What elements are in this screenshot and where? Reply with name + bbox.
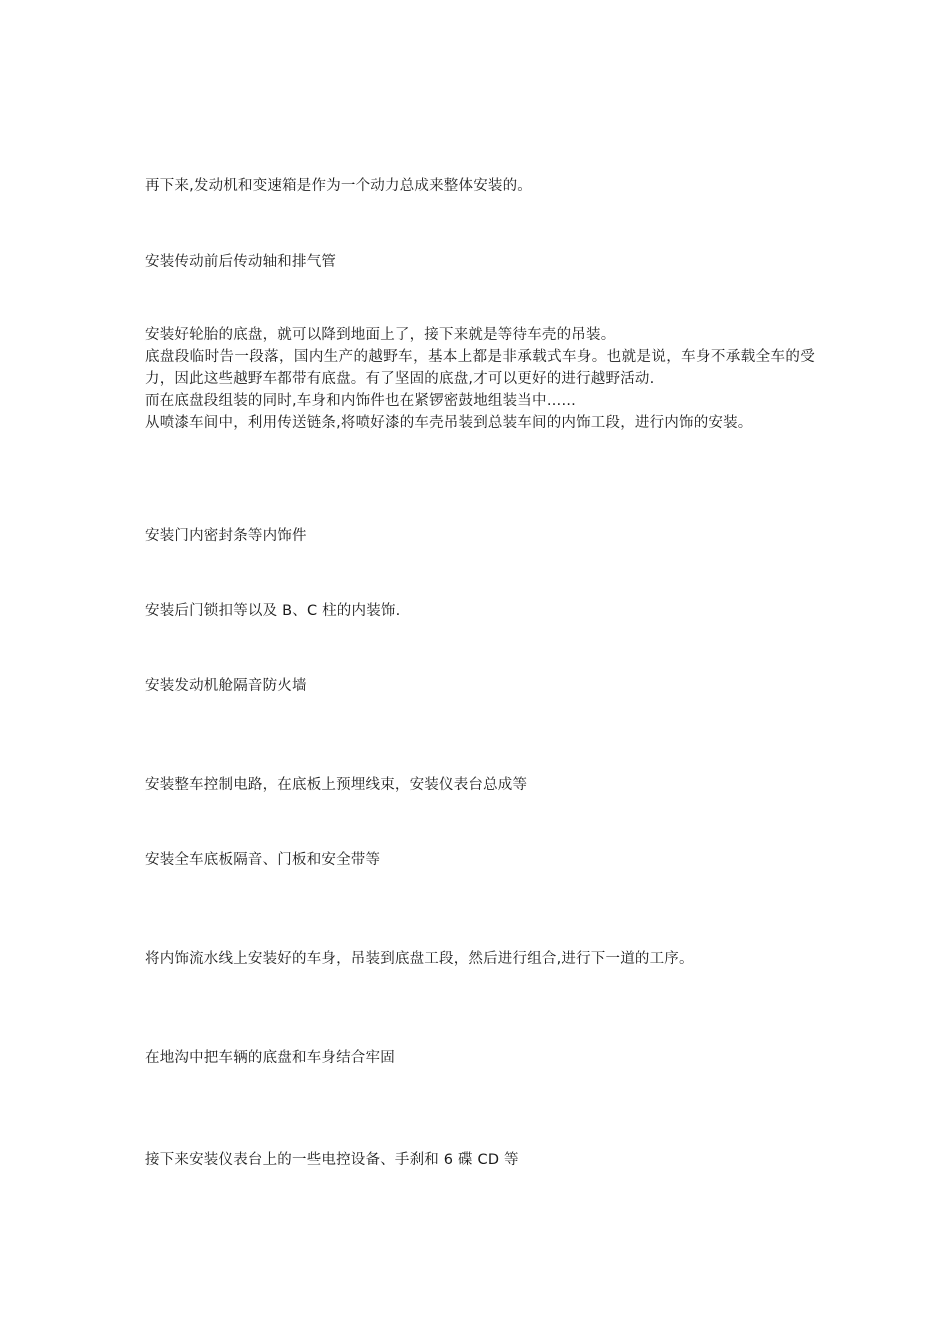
text-line-body-drop: 将内饰流水线上安装好的车身，吊装到底盘工段，然后进行组合,进行下一道的工序。: [145, 951, 694, 967]
text-line-powertrain: 再下来,发动机和变速箱是作为一个动力总成来整体安装的。: [145, 178, 533, 194]
text-line-wiring: 安装整车控制电路，在底板上预埋线束，安装仪表台总成等: [145, 777, 528, 793]
text-line-body-chassis-join: 在地沟中把车辆的底盘和车身结合牢固: [145, 1050, 395, 1066]
paragraph-parallel-assembly: 而在底盘段组装的同时,车身和内饰件也在紧锣密鼓地组装当中……: [145, 393, 577, 409]
paragraph-chassis-lowered: 安装好轮胎的底盘，就可以降到地面上了，接下来就是等待车壳的吊装。: [145, 327, 616, 343]
text-line-door-seals: 安装门内密封条等内饰件: [145, 528, 307, 544]
text-line-driveshaft: 安装传动前后传动轴和排气管: [145, 254, 337, 270]
paragraph-body-on-frame: 底盘段临时告一段落，国内生产的越野车，基本上都是非承载式车身。也就是说，车身不承载全车的受力，因此这些越野车都带有底盘。有了坚固的底盘,才可以更好的进行越野活动.: [145, 349, 815, 387]
text-line-firewall: 安装发动机舱隔音防火墙: [145, 678, 307, 694]
text-line-floor-insulation: 安装全车底板隔音、门板和安全带等: [145, 852, 381, 868]
paragraph-body-transfer: 从喷漆车间中，利用传送链条,将喷好漆的车壳吊装到总装车间的内饰工段，进行内饰的安装。: [145, 415, 753, 431]
text-line-rear-door-lock: 安装后门锁扣等以及 B、C 柱的内装饰.: [145, 603, 401, 619]
text-line-dashboard-equipment: 接下来安装仪表台上的一些电控设备、手刹和 6 碟 CD 等: [145, 1152, 519, 1168]
text-block-chassis: [145, 324, 815, 434]
